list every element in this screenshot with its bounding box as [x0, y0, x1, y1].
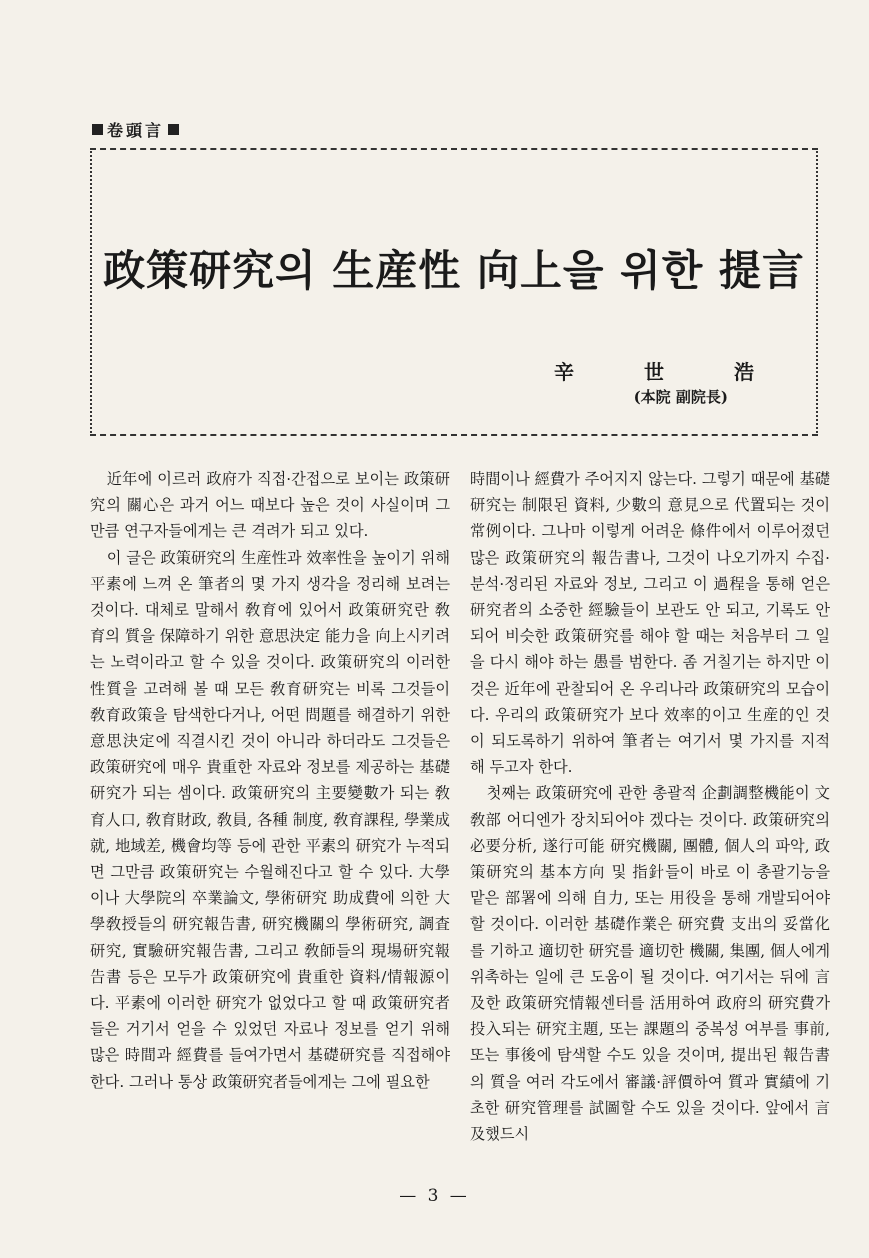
paragraph: 이 글은 政策研究의 生産性과 效率性을 높이기 위해 平素에 느껴 온 筆者의 몇 가지 생각을 정리해 보려는 것이다. 대체로 말해서 敎育에 있어서 政策研究란 敎育의 質을 保障하기 위한 意思決定 能力을 向上시키려는 노력이라고 할 수 있을 것이다. 政策研究의 이러한 性質을 고려해 볼 때 모든 敎育研究는 비록 그것들이 敎育政策을 탐색한다거나, 어떤 問題를 해결하기 위한 意思決定에 직결시킨 것이 아니라 하더라도 그것들은 政策研究에 매우 貴重한 자료와 정보를 제공하는 基礎研究가 되는 셈이다. 政策研究의 主要變數가 되는 敎育人口, 敎育財政, 敎員, 各種 制度, 敎育課程, 學業成就, 地域差, 機會均等 등에 관한 平素의 研究가 누적되면 그만큼 政策研究는 수월해진다고 할 수 있다. 大學이나 大學院의 卒業論文, 學術研究 助成費에 의한 大學敎授들의 研究報告書, 研究機關의 學術研究, 調査研究, 實驗研究報告書, 그리고 敎師들의 現場研究報告書 등은 모두가 政策研究에 貴重한 資料/情報源이다. 平素에 이러한 研究가 없었다고 할 때 政策研究者들은 거기서 얻을 수 있었던 자료나 정보를 얻기 위해 많은 時間과 經費를 들여가면서 基礎研究를 직접해야 한다. 그러나 통상 政策研究者들에게는 그에 필요한	[90, 548, 450, 1091]
author-name	[554, 356, 754, 385]
section-tag-label: 卷頭言	[107, 121, 165, 140]
right-column	[470, 466, 830, 1176]
paragraph: 첫째는 政策研究에 관한 총괄적 企劃調整機能이 文敎部 어디엔가 장치되어야 겠다는 것이다. 政策研究의 必要分析, 遂行可能 研究機關, 團體, 個人의 파악, 政策研究의 基本方向 및 指針들이 바로 이 총괄기능을 맡은 部署에 의해 自力, 또는 用役을 통해 개발되어야 할 것이다. 이러한 基礎作業은 研究費 支出의 妥當化를 기하고 適切한 研究를 適切한 機關, 集團, 個人에게 위촉하는 일에 큰 도움이 될 것이다. 여기서는 뒤에 言及한 政策研究情報센터를 活用하여 政府의 研究費가 投入되는 研究主題, 또는 課題의 중복성 여부를 事前, 또는 事後에 탐색할 수도 있을 것이며, 提出된 報告書의 質을 여러 각도에서 審議·評價하여 質과 實績에 기초한 研究管理를 試圖할 수도 있을 것이다. 앞에서 言及했드시	[470, 784, 830, 1144]
left-column	[90, 466, 450, 1176]
section-tag	[92, 118, 179, 141]
page-number: — 3 —	[399, 1186, 470, 1206]
square-bullet-icon	[92, 124, 103, 135]
body-columns	[90, 466, 830, 1176]
title-box	[90, 148, 818, 436]
square-bullet-icon	[168, 124, 179, 135]
author-name-char: 浩	[734, 360, 754, 384]
paragraph: 時間이나 經費가 주어지지 않는다. 그렇기 때문에 基礎研究는 制限된 資料, 少數의 意見으로 代置되는 것이 常例이다. 그나마 이렇게 어려운 條件에서 이루어졌던 많은 政策研究의 報告書나, 그것이 나오기까지 수집·분석·정리된 자료와 정보, 그리고 이 過程을 통해 얻은 研究者의 소중한 經驗들이 보관도 안 되고, 기록도 안 되어 비슷한 政策研究를 해야 할 때는 처음부터 그 일을 다시 해야 하는 愚를 범한다. 좀 거칠기는 하지만 이것은 近年에 관찰되어 온 우리나라 政策研究의 모습이다. 우리의 政策研究가 보다 效率的이고 生産的인 것이 되도록하기 위하여 筆者는 여기서 몇 가지를 지적 해 두고자 한다.	[470, 470, 830, 777]
article-title: 政策研究의 生産性 向上을 위한 提言	[103, 246, 805, 295]
author-name-char: 辛	[554, 360, 574, 384]
author-affiliation: (本院 副院長)	[633, 388, 728, 406]
paragraph: 近年에 이르러 政府가 직접·간접으로 보이는 政策研究의 關心은 과거 어느 때보다 높은 것이 사실이며 그만큼 연구자들에게는 큰 격려가 되고 있다.	[90, 470, 450, 541]
author-name-char: 世	[644, 360, 664, 384]
